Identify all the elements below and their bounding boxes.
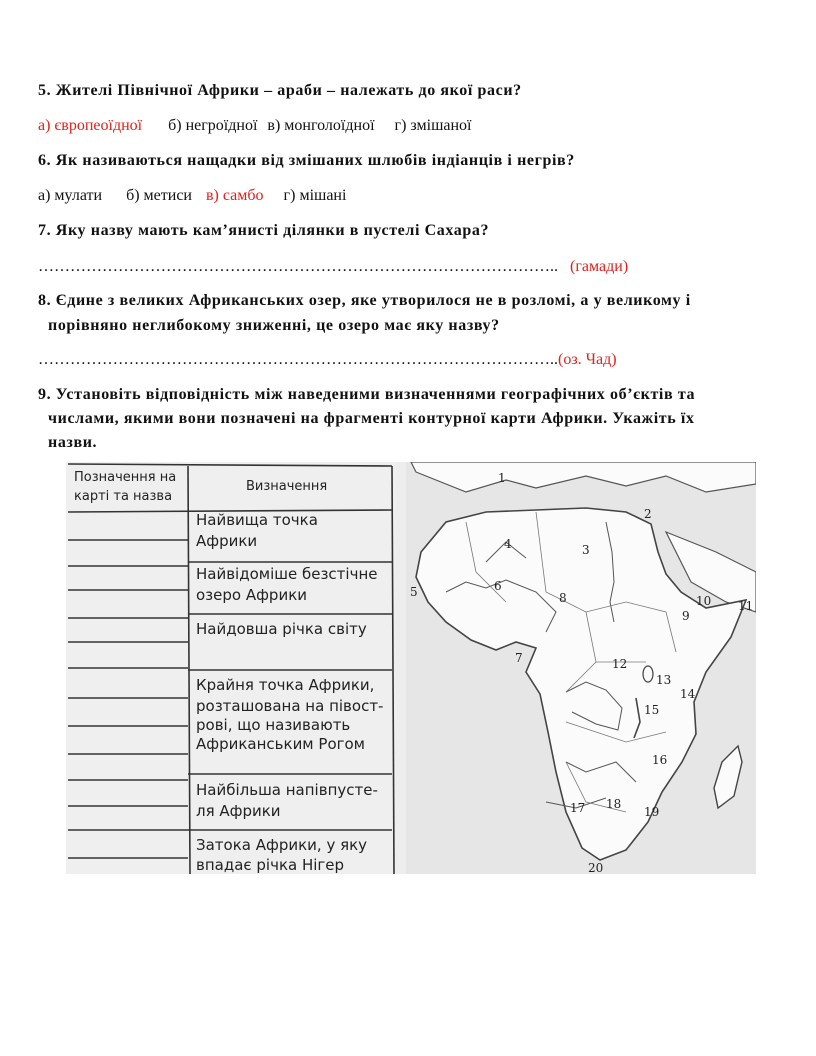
map-label-17: 17 [570,801,586,815]
question-6-options [38,187,346,205]
table-row-5-line2: ля Африки [196,802,281,820]
scanned-figure [66,462,756,874]
map-label-14: 14 [680,687,696,701]
map-label-19: 19 [644,805,660,819]
map-label-7: 7 [515,651,523,665]
question-8-answer-line [38,351,617,369]
q7-answer: (гамади) [570,258,629,275]
question-5: 5. Жителі Північної Африки – араби – належать до якої раси? [38,82,522,99]
table-row-2-line2: озеро Африки [196,586,308,604]
figure-svg [66,462,756,874]
map-label-4: 4 [504,537,512,551]
question-7: 7. Яку назву мають кам’янисті ділянки в пустелі Сахара? [38,222,490,239]
question-9-line-2: числами, якими вони позначені на фрагменті контурної карти Африки. Укажіть їх [48,410,695,427]
q6-option-d: г) мішані [283,187,347,204]
table-header-col2: Визначення [246,479,328,494]
question-8-line-1: 8. Єдине з великих Африканських озер, яке утворилося не в розломі, а у великому і [38,292,691,309]
q5-option-b: б) негроїдної [168,117,258,134]
question-6: 6. Як називаються нащадки від змішаних шлюбів індіанців і негрів? [38,152,575,169]
q8-answer: (оз. Чад) [558,351,617,368]
map-label-3: 3 [582,543,590,557]
q5-option-d: г) змішаної [394,117,472,134]
table-row-4-line3: рові, що називають [196,716,351,734]
map-label-5: 5 [410,585,418,599]
map-label-16: 16 [652,753,668,767]
map-label-12: 12 [612,657,628,671]
q6-option-b: б) метиси [126,187,192,204]
table-row-1-line1: Найвища точка [196,511,318,529]
q6-option-c: в) самбо [206,187,264,204]
map-label-9: 9 [682,609,690,623]
q8-dots: …………………………………………………………………………………….. [38,351,558,368]
map-label-15: 15 [644,703,660,717]
question-8-line-2: порівняно неглибокому зниженні, це озеро має яку назву? [48,317,500,334]
table-row-6-line1: Затока Африки, у яку [196,836,368,854]
q6-option-a: а) мулати [38,187,103,204]
map-label-13: 13 [656,673,672,687]
table-header-col1-line1: Позначення на [74,470,177,485]
table-row-5-line1: Найбільша напівпусте- [196,781,378,799]
q5-option-c: в) монголоїдної [267,117,375,134]
question-9-line-3: назви. [48,434,98,451]
table-row-4-line2: розташована на півост- [196,697,384,715]
table-row-4-line1: Крайня точка Африки, [196,676,375,694]
table-row-3-line1: Найдовша річка світу [196,620,367,638]
map-label-18: 18 [606,797,622,811]
q7-dots: …………………………………………………………………………………….. [38,258,558,275]
table-row-6-line2: впадає річка Нігер [196,856,345,874]
table-row-2-line1: Найвідоміше безстічне [196,565,378,583]
map-label-20: 20 [588,861,604,874]
map-label-8: 8 [559,591,567,605]
map-label-2: 2 [644,507,652,521]
table-row-1-line2: Африки [196,532,258,550]
question-7-answer-line [38,258,628,276]
table-header-col1-line2: карті та назва [74,489,173,504]
map-label-11: 11 [738,599,754,613]
table-row-4-line4: Африканським Рогом [196,735,365,753]
q5-option-a: а) європеоїдної [38,117,143,134]
question-5-options [38,117,472,135]
map-label-6: 6 [494,579,502,593]
map-label-1: 1 [498,471,506,485]
map-label-10: 10 [696,594,712,608]
question-9-line-1: 9. Установіть відповідність між наведеними визначеннями географічних об’єктів та [38,386,696,403]
